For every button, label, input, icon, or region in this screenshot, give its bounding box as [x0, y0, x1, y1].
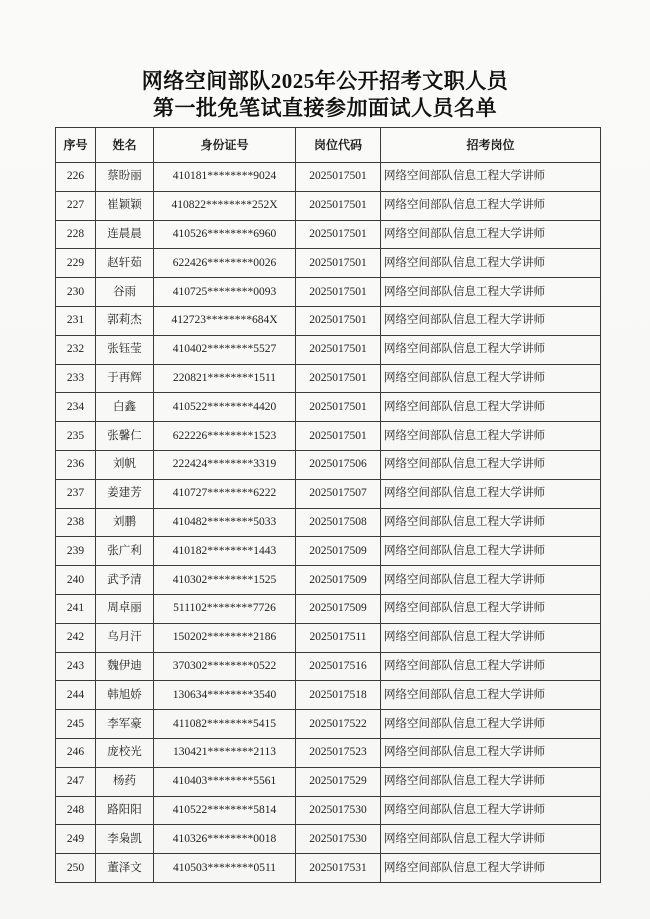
cell-id_number: 410181********9024 [154, 163, 296, 192]
cell-id_number: 370302********0522 [154, 652, 296, 681]
cell-job_code: 2025017501 [296, 220, 381, 249]
table-row [56, 594, 601, 623]
cell-name: 魏伊迪 [96, 652, 154, 681]
cell-job_code: 2025017518 [296, 681, 381, 710]
cell-id_number: 410725********0093 [154, 278, 296, 307]
cell-name: 李军豪 [96, 710, 154, 739]
cell-job_code: 2025017522 [296, 710, 381, 739]
cell-seq: 250 [56, 854, 96, 883]
cell-id_number: 410727********6222 [154, 479, 296, 508]
cell-id_number: 150202********2186 [154, 623, 296, 652]
cell-id_number: 622426********0026 [154, 249, 296, 278]
cell-seq: 231 [56, 306, 96, 335]
cell-job_title: 网络空间部队信息工程大学讲师 [381, 364, 601, 393]
cell-name: 白鑫 [96, 393, 154, 422]
cell-id_number: 622226********1523 [154, 422, 296, 451]
cell-id_number: 511102********7726 [154, 594, 296, 623]
cell-name: 张钰莹 [96, 335, 154, 364]
table-row [56, 767, 601, 796]
table-row [56, 681, 601, 710]
page-title-line-2: 第一批免笔试直接参加面试人员名单 [153, 96, 497, 120]
cell-name: 连晨晨 [96, 220, 154, 249]
cell-job_title: 网络空间部队信息工程大学讲师 [381, 278, 601, 307]
cell-job_title: 网络空间部队信息工程大学讲师 [381, 710, 601, 739]
cell-id_number: 410402********5527 [154, 335, 296, 364]
cell-job_code: 2025017507 [296, 479, 381, 508]
cell-job_title: 网络空间部队信息工程大学讲师 [381, 796, 601, 825]
cell-seq: 227 [56, 191, 96, 220]
cell-name: 杨药 [96, 767, 154, 796]
table-row [56, 335, 601, 364]
cell-job_code: 2025017531 [296, 854, 381, 883]
cell-name: 李枭凯 [96, 825, 154, 854]
cell-job_code: 2025017530 [296, 796, 381, 825]
cell-name: 周卓丽 [96, 594, 154, 623]
cell-name: 张馨仁 [96, 422, 154, 451]
cell-job_title: 网络空间部队信息工程大学讲师 [381, 422, 601, 451]
cell-id_number: 130421********2113 [154, 738, 296, 767]
column-header-job-code: 岗位代码 [296, 128, 381, 163]
cell-job_title: 网络空间部队信息工程大学讲师 [381, 537, 601, 566]
cell-job_code: 2025017501 [296, 278, 381, 307]
cell-id_number: 410302********1525 [154, 566, 296, 595]
table-row [56, 796, 601, 825]
cell-seq: 237 [56, 479, 96, 508]
cell-job_code: 2025017501 [296, 306, 381, 335]
cell-job_code: 2025017501 [296, 335, 381, 364]
cell-seq: 238 [56, 508, 96, 537]
table-row [56, 422, 601, 451]
cell-job_title: 网络空间部队信息工程大学讲师 [381, 652, 601, 681]
table-row [56, 393, 601, 422]
cell-job_title: 网络空间部队信息工程大学讲师 [381, 508, 601, 537]
cell-name: 乌月汗 [96, 623, 154, 652]
cell-job_title: 网络空间部队信息工程大学讲师 [381, 825, 601, 854]
cell-seq: 239 [56, 537, 96, 566]
cell-name: 谷雨 [96, 278, 154, 307]
column-header-name: 姓名 [96, 128, 154, 163]
cell-name: 庞校光 [96, 738, 154, 767]
cell-job_code: 2025017501 [296, 422, 381, 451]
cell-name: 郭莉杰 [96, 306, 154, 335]
cell-name: 蔡盼丽 [96, 163, 154, 192]
table-row [56, 306, 601, 335]
cell-seq: 236 [56, 450, 96, 479]
cell-name: 路阳阳 [96, 796, 154, 825]
column-header-job-title: 招考岗位 [381, 128, 601, 163]
cell-seq: 233 [56, 364, 96, 393]
cell-name: 于再辉 [96, 364, 154, 393]
cell-job_title: 网络空间部队信息工程大学讲师 [381, 854, 601, 883]
cell-name: 董泽文 [96, 854, 154, 883]
cell-id_number: 220821********1511 [154, 364, 296, 393]
cell-job_title: 网络空间部队信息工程大学讲师 [381, 306, 601, 335]
cell-job_code: 2025017509 [296, 566, 381, 595]
cell-seq: 247 [56, 767, 96, 796]
cell-id_number: 411082********5415 [154, 710, 296, 739]
table-row [56, 220, 601, 249]
cell-id_number: 222424********3319 [154, 450, 296, 479]
cell-job_code: 2025017516 [296, 652, 381, 681]
cell-job_title: 网络空间部队信息工程大学讲师 [381, 479, 601, 508]
cell-name: 赵轩茹 [96, 249, 154, 278]
table-row [56, 278, 601, 307]
cell-job_code: 2025017529 [296, 767, 381, 796]
table-row [56, 537, 601, 566]
table-row [56, 450, 601, 479]
cell-seq: 248 [56, 796, 96, 825]
table-row [56, 479, 601, 508]
page-title [0, 0, 650, 122]
table-row [56, 854, 601, 883]
cell-seq: 232 [56, 335, 96, 364]
cell-name: 韩旭娇 [96, 681, 154, 710]
cell-name: 刘帆 [96, 450, 154, 479]
cell-seq: 245 [56, 710, 96, 739]
cell-id_number: 410503********0511 [154, 854, 296, 883]
cell-job_title: 网络空间部队信息工程大学讲师 [381, 450, 601, 479]
cell-seq: 228 [56, 220, 96, 249]
cell-id_number: 410522********5814 [154, 796, 296, 825]
cell-id_number: 410482********5033 [154, 508, 296, 537]
cell-seq: 235 [56, 422, 96, 451]
cell-job_title: 网络空间部队信息工程大学讲师 [381, 623, 601, 652]
cell-job_code: 2025017511 [296, 623, 381, 652]
cell-job_code: 2025017530 [296, 825, 381, 854]
table-row [56, 191, 601, 220]
cell-seq: 243 [56, 652, 96, 681]
table-row [56, 364, 601, 393]
table-row [56, 249, 601, 278]
cell-id_number: 130634********3540 [154, 681, 296, 710]
cell-name: 姜建芳 [96, 479, 154, 508]
table-row [56, 623, 601, 652]
cell-id_number: 410182********1443 [154, 537, 296, 566]
cell-seq: 249 [56, 825, 96, 854]
table-row [56, 508, 601, 537]
cell-job_title: 网络空间部队信息工程大学讲师 [381, 220, 601, 249]
cell-seq: 229 [56, 249, 96, 278]
cell-name: 刘鹏 [96, 508, 154, 537]
cell-id_number: 412723********684X [154, 306, 296, 335]
cell-job_code: 2025017506 [296, 450, 381, 479]
cell-job_title: 网络空间部队信息工程大学讲师 [381, 566, 601, 595]
personnel-table [55, 127, 601, 883]
cell-name: 崔颖颖 [96, 191, 154, 220]
table-row [56, 566, 601, 595]
cell-job_title: 网络空间部队信息工程大学讲师 [381, 738, 601, 767]
table-row [56, 163, 601, 192]
cell-id_number: 410822********252X [154, 191, 296, 220]
cell-job_title: 网络空间部队信息工程大学讲师 [381, 163, 601, 192]
cell-job_code: 2025017501 [296, 393, 381, 422]
cell-job_code: 2025017509 [296, 537, 381, 566]
cell-job_title: 网络空间部队信息工程大学讲师 [381, 191, 601, 220]
cell-id_number: 410403********5561 [154, 767, 296, 796]
cell-job_title: 网络空间部队信息工程大学讲师 [381, 335, 601, 364]
cell-job_code: 2025017509 [296, 594, 381, 623]
table-row [56, 710, 601, 739]
column-header-id-number: 身份证号 [154, 128, 296, 163]
page-title-line-1: 网络空间部队2025年公开招考文职人员 [141, 69, 509, 93]
cell-job_code: 2025017501 [296, 163, 381, 192]
cell-job_title: 网络空间部队信息工程大学讲师 [381, 767, 601, 796]
cell-job_title: 网络空间部队信息工程大学讲师 [381, 681, 601, 710]
cell-id_number: 410326********0018 [154, 825, 296, 854]
cell-seq: 242 [56, 623, 96, 652]
cell-name: 张广利 [96, 537, 154, 566]
table-header-row [56, 128, 601, 163]
cell-seq: 244 [56, 681, 96, 710]
column-header-seq: 序号 [56, 128, 96, 163]
cell-job_code: 2025017501 [296, 364, 381, 393]
cell-job_title: 网络空间部队信息工程大学讲师 [381, 594, 601, 623]
cell-seq: 241 [56, 594, 96, 623]
cell-seq: 226 [56, 163, 96, 192]
table-row [56, 738, 601, 767]
cell-seq: 246 [56, 738, 96, 767]
cell-name: 武予清 [96, 566, 154, 595]
table-row [56, 825, 601, 854]
cell-job_code: 2025017501 [296, 191, 381, 220]
cell-job_code: 2025017508 [296, 508, 381, 537]
cell-seq: 240 [56, 566, 96, 595]
cell-id_number: 410526********6960 [154, 220, 296, 249]
cell-seq: 234 [56, 393, 96, 422]
table-row [56, 652, 601, 681]
cell-job_title: 网络空间部队信息工程大学讲师 [381, 249, 601, 278]
cell-job_title: 网络空间部队信息工程大学讲师 [381, 393, 601, 422]
cell-job_code: 2025017523 [296, 738, 381, 767]
cell-job_code: 2025017501 [296, 249, 381, 278]
cell-id_number: 410522********4420 [154, 393, 296, 422]
cell-seq: 230 [56, 278, 96, 307]
